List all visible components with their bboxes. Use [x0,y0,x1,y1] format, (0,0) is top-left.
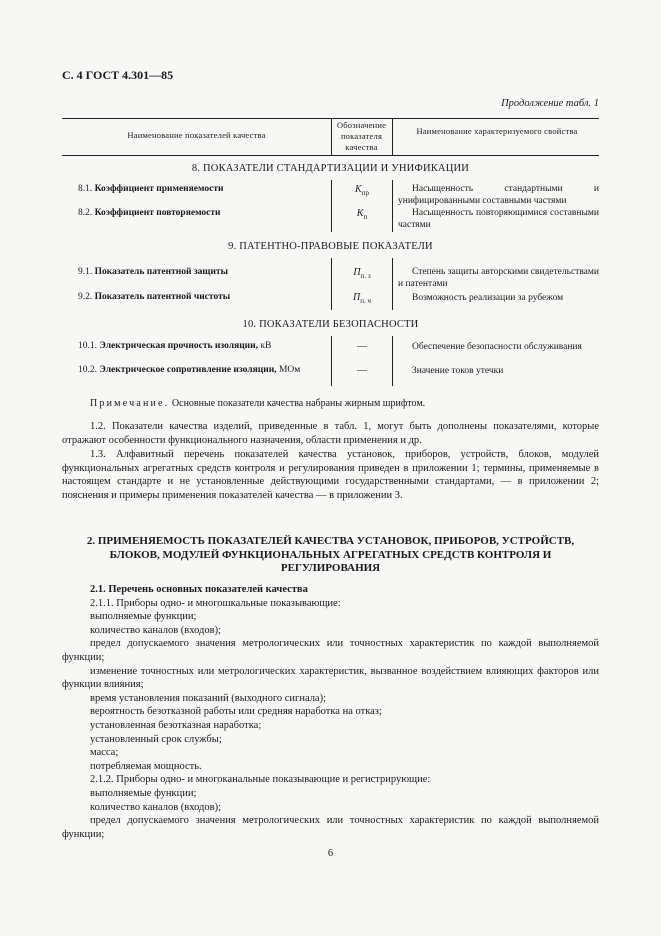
table-note: Примечание. Основные показатели качества набраны жирным шрифтом. [90,398,426,409]
list-line: выполняемые функции; [90,787,197,799]
list-line: количество каналов (входов); [90,801,222,813]
paragraph-1-2: 1.2. Показатели качества изделий, приведенные в табл. 1, могут быть дополнены показателями, которые отражают особенности функционального назначения, области применения и др. [62,421,599,446]
list-line: предел допускаемого значения метрологических или точностных характеристик по каждой выполняемой функции; [62,638,599,663]
col-header-name: Наименование показателей качества [127,130,266,140]
list-line: 2.1.1. Приборы одно- и многошкальные показывающие: [90,597,341,609]
col-header-property: Наименование характеризуемого свойства [416,126,578,136]
table-row-name: 8.2. Коэффициент повторяемости [78,208,221,218]
table-row-property: Насыщенность стандартными и унифицированными составными частями [398,184,599,206]
col-header-symbol: Обозначение показателя качества [336,120,387,152]
table-row-name: 8.1. Коэффициент применяемости [78,184,224,194]
table-col-divider [392,118,393,155]
table-col-divider [331,258,332,310]
list-line: масса; [90,747,119,759]
list-line: предел допускаемого значения метрологических или точностных характеристик по каждой выполняемой функции; [62,815,599,840]
table-row-symbol: — [357,341,367,352]
subsection-title: 2.1. Перечень основных показателей качества [90,584,308,595]
table-row-property: Степень защиты авторскими свидетельствами и патентами [398,267,599,289]
section-title: 10. ПОКАЗАТЕЛИ БЕЗОПАСНОСТИ [242,319,419,330]
table-row-symbol: $П_{п. з}$ [353,267,371,280]
table-row-property: Обеспечение безопасности обслуживания [412,342,582,352]
page-header: С. 4 ГОСТ 4.301—85 [62,68,174,82]
list-line: количество каналов (входов); [90,624,222,636]
table-row-symbol: $K_п$ [356,208,368,221]
list-line: установленный срок службы; [90,733,222,745]
list-line: время установления показаний (выходного сигнала); [90,692,327,704]
list-line: изменение точностных или метрологических характеристик, вызванное воздействием влияющих факторов или функции влияния; [62,665,599,691]
table-row-symbol: $K_{пр}$ [355,184,369,197]
table-row-symbol: $П_{п. ч}$ [352,292,371,305]
list-line: 2.1.2. Приборы одно- и многоканальные показывающие и регистрирующие: [90,774,431,786]
table-col-divider [392,258,393,310]
page-number: 6 [327,848,334,859]
section-2-heading: 2. ПРИМЕНЯЕМОСТЬ ПОКАЗАТЕЛЕЙ КАЧЕСТВА УСТАНОВОК, ПРИБОРОВ, УСТРОЙСТВ, БЛОКОВ, МОДУЛЕЙ ФУНКЦИОНАЛЬНЫХ АГРЕГАТНЫХ СРЕДСТВ КОНТРОЛЯ И РЕГУЛИРОВАНИЯ [86,535,575,574]
list-line: вероятность безотказной работы или средняя наработка на отказ; [90,706,382,718]
table-row-name: 9.1. Показатель патентной защиты [78,267,228,277]
paragraph-1-3: 1.3. Алфавитный перечень показателей качества установок, приборов, устройств, блоков, модулей функциональных агрегатных средств контроля и регулирования приведен в приложении 1; термины, применяемые в настоящем стандарте и не установленные действующими государственными стандартами, — в приложении 2; пояснения и примеры применения показателей качества — в приложении 3. [62,449,599,501]
table-row-name: 9.2. Показатель патентной чистоты [78,292,231,302]
section-2-body [62,583,599,841]
table-col-divider [392,336,393,386]
table-row-symbol: — [357,365,367,376]
table-row-name: 10.2. Электрическое сопротивление изоляции, МОм [78,365,301,375]
section-title: 9. ПАТЕНТНО-ПРАВОВЫЕ ПОКАЗАТЕЛИ [228,241,433,252]
table-col-divider [331,180,332,232]
table-col-divider [331,336,332,386]
table-row-property: Возможность реализации за рубежом [412,293,564,303]
list-line: установленная безотказная наработка; [90,719,262,731]
table-continuation-label: Продолжение табл. 1 [501,98,599,109]
table-header-rule [62,155,599,156]
table-col-divider [392,180,393,232]
table-row-name: 10.1. Электрическая прочность изоляции, кВ [78,341,272,351]
table-row-property: Насыщенность повторяющимися составными частями [398,208,599,230]
list-line: выполняемые функции; [90,611,197,623]
section-title: 8. ПОКАЗАТЕЛИ СТАНДАРТИЗАЦИИ И УНИФИКАЦИИ [191,163,470,174]
list-line: потребляемая мощность. [90,760,202,772]
table-row-property: Значение токов утечки [412,366,504,376]
